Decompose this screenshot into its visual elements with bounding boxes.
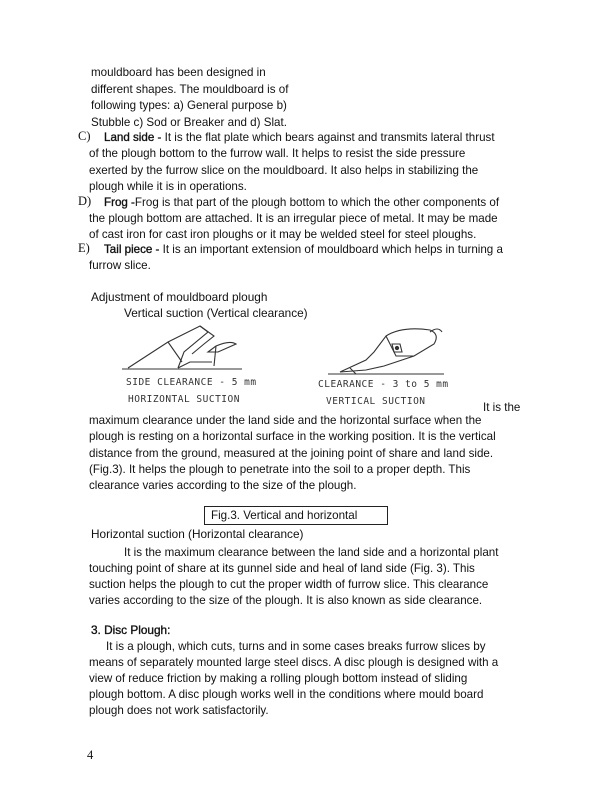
item-e-line-1: It is an important extension of mouldboard which helps in turning a	[159, 243, 503, 256]
right-caption-suction: VERTICAL SUCTION	[326, 396, 426, 407]
item-d-first-line	[104, 195, 499, 210]
item-c-line-3: exerted by the furrow slice on the mouldboard. It also helps in stabilizing the	[89, 164, 479, 177]
horizontal-text-1: It is the maximum clearance between the land side and a horizontal plant	[124, 546, 499, 559]
item-c-line-4: plough while it is in operations.	[89, 180, 247, 193]
disc-text-3: view of reduce friction by making a rolling plough bottom instead of sliding	[89, 672, 468, 685]
vertical-suction-heading: Vertical suction (Vertical clearance)	[124, 306, 308, 320]
figure-label: Fig.3. Vertical and horizontal	[211, 509, 358, 522]
horizontal-suction-heading: Horizontal suction (Horizontal clearance)	[91, 527, 304, 541]
item-c-line-1: It is the flat plate which bears against and transmits lateral thrust	[161, 131, 495, 144]
item-d-line-2: the plough bottom are attached. It is an irregular piece of metal. It may be made	[89, 212, 498, 225]
vertical-text-0: It is the	[483, 401, 521, 414]
left-caption-clearance: SIDE CLEARANCE - 5 mm	[126, 377, 257, 388]
right-caption-clearance: CLEARANCE - 3 to 5 mm	[318, 379, 449, 390]
item-d-marker: D)	[78, 194, 92, 208]
horizontal-text-4: varies according to the size of the plough. It is also known as side clearance.	[89, 594, 483, 607]
intro-line-1: mouldboard has been designed in	[91, 66, 266, 79]
item-d-line-3: of cast iron for cast iron ploughs or it may be welded steel for steel ploughs.	[89, 228, 477, 241]
intro-line-3: following types: a) General purpose b)	[91, 99, 287, 112]
item-c-first-line	[104, 130, 495, 145]
vertical-text-5: clearance varies according to the size of the plough.	[89, 479, 357, 492]
item-c-term: Land side -	[104, 131, 162, 144]
item-d-term: Frog -	[104, 196, 135, 209]
vertical-text-4: (Fig.3). It helps the plough to penetrate into the soil to a proper depth. This	[89, 463, 471, 476]
left-caption-suction: HORIZONTAL SUCTION	[128, 394, 240, 405]
intro-line-4: Stubble c) Sod or Breaker and d) Slat.	[91, 116, 287, 129]
item-e-marker: E)	[78, 241, 90, 255]
horizontal-text-3: suction helps the plough to cut the proper width of furrow slice. This clearance	[89, 578, 489, 591]
adjustment-heading: Adjustment of mouldboard plough	[91, 290, 268, 304]
item-e-line-2: furrow slice.	[89, 259, 151, 272]
vertical-text-2: plough is resting on a horizontal surface in the working position. It is the vertical	[89, 430, 496, 443]
vertical-text-3: distance from the ground, measured at the joining point of share and land side.	[89, 447, 494, 460]
item-c-marker: C)	[78, 129, 91, 143]
figure-label-box	[204, 506, 388, 525]
disc-text-5: plough does not work satisfactorily.	[89, 704, 269, 717]
horizontal-suction-sketch	[118, 322, 248, 378]
vertical-text-1: maximum clearance under the land side and the horizontal surface when the	[89, 414, 482, 427]
horizontal-text-2: touching point of share at its gunnel side and heal of land side (Fig. 3). This	[89, 562, 475, 575]
disc-text-1: It is a plough, which cuts, turns and in some cases breaks furrow slices by	[106, 640, 486, 653]
item-d-line-1: Frog is that part of the plough bottom to which the other components of	[134, 196, 500, 209]
item-e-first-line	[104, 242, 503, 257]
item-c-line-2: of the plough bottom to the furrow wall. It helps to resist the side pressure	[89, 147, 466, 160]
disc-plough-heading: 3. Disc Plough:	[91, 623, 171, 637]
disc-text-4: plough bottom. A disc plough works well in the conditions where mould board	[89, 688, 484, 701]
item-e-term: Tail piece -	[104, 243, 160, 256]
disc-text-2: means of separately mounted large steel discs. A disc plough is designed with a	[89, 656, 499, 669]
vertical-suction-sketch	[326, 322, 446, 380]
intro-line-2: different shapes. The mouldboard is of	[91, 83, 289, 96]
page-number: 4	[87, 748, 94, 762]
